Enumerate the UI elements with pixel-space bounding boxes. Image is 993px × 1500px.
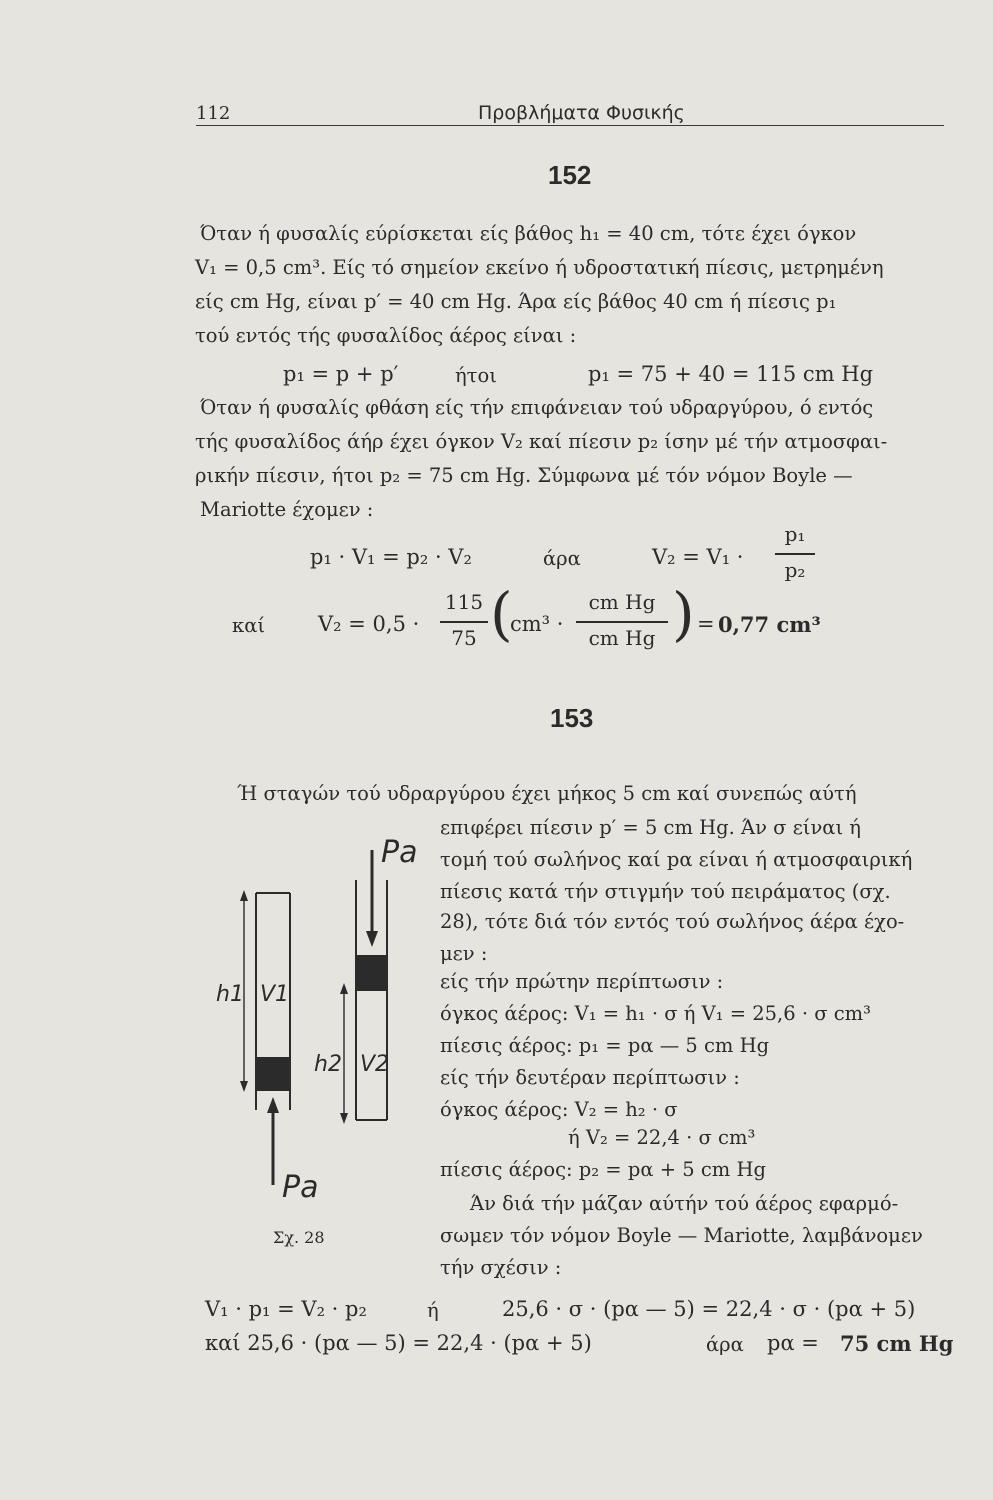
final-eq1-right: 25,6 · σ · (pα — 5) = 22,4 · σ · (pα + 5) <box>502 1297 916 1321</box>
eq3-unit-numerator: cm Hg <box>588 590 656 614</box>
eq2-fraction-bar <box>775 553 815 555</box>
final-eq1-left: V₁ · p₁ = V₂ · p₂ <box>205 1297 367 1321</box>
eq3-lhs: V₂ = 0,5 · <box>318 612 420 636</box>
p153-line-6: είς τήν πρώτην περίπτωσιν : <box>440 970 724 993</box>
p152-line-1: Όταν ή φυσαλίς εύρίσκεται είς βάθος h₁ = 40 cm, τότε έχει όγκον <box>200 222 857 245</box>
p153-line-5: μεν : <box>440 942 488 965</box>
p152-line-2: V₁ = 0,5 cm³. Είς τό σημείον εκείνο ή υδροστατική πίεσις, μετρημένη <box>195 256 884 279</box>
final-result: 75 cm Hg <box>840 1331 954 1356</box>
eq3-equals: = <box>697 612 715 636</box>
p153-line-3: πίεσις κατά τήν στιγμήν τού πειράματος (σχ. <box>440 880 891 903</box>
p153-line-11: ή V₂ = 22,4 · σ cm³ <box>568 1126 756 1149</box>
p153-line-12: πίεσις άέρος: p₂ = pα + 5 cm Hg <box>440 1158 766 1181</box>
eq2-right: V₂ = V₁ · <box>652 545 744 569</box>
eq3-unit-fraction-bar <box>576 621 668 623</box>
p153-line-7: όγκος άέρος: V₁ = h₁ · σ ή V₁ = 25,6 · σ cm³ <box>440 1002 871 1025</box>
header-rule <box>196 125 944 126</box>
mercury-drop-2 <box>357 955 386 991</box>
eq3-left-paren: ( <box>490 580 513 648</box>
p153-line-9: είς τήν δευτέραν περίπτωσιν : <box>440 1066 740 1089</box>
p152-line-4: τού εντός τής φυσαλίδος άέρος είναι : <box>195 324 577 347</box>
fig-label-v2: V2 <box>360 1052 390 1077</box>
p153-line-4: 28), τότε διά τόν εντός τού σωλήνος άέρα έχο- <box>440 910 905 933</box>
eq3-kai: καί <box>232 614 266 637</box>
final-eq2-right: pα = <box>767 1331 819 1355</box>
pa-bottom-arrowhead <box>267 1097 279 1113</box>
h1-arrow-down <box>240 1081 248 1092</box>
eq3-unit-denominator: cm Hg <box>588 626 656 650</box>
p152-line-6: τής φυσαλίδος άήρ έχει όγκον V₂ καί πίεσιν p₂ ίσην μέ τήν ατμοσφαι- <box>195 430 888 453</box>
eq2-numerator: p₁ <box>784 522 806 546</box>
mercury-drop-1 <box>257 1057 289 1091</box>
pa-top-arrowhead <box>366 931 378 947</box>
h2-arrow-down <box>340 1113 348 1124</box>
p153-intro: Ή σταγών τού υδραργύρου έχει μήκος 5 cm καί συνεπώς αύτή <box>237 782 857 805</box>
eq3-result: 0,77 cm³ <box>718 612 821 637</box>
eq3-fraction-bar <box>440 621 488 623</box>
p152-line-8: Mariotte έχομεν : <box>200 498 374 521</box>
running-title: Προβλήματα Φυσικής <box>478 102 685 124</box>
p153-line-15: τήν σχέσιν : <box>440 1256 562 1279</box>
p153-line-13: Άν διά τήν μάζαν αύτήν τού άέρος εφαρμό- <box>470 1192 899 1215</box>
eq3-numerator: 115 <box>444 590 484 614</box>
h1-arrow-up <box>240 890 248 901</box>
page-number: 112 <box>196 103 231 124</box>
fig-label-h1: h1 <box>216 982 244 1007</box>
p153-line-10: όγκος άέρος: V₂ = h₂ · σ <box>440 1098 678 1121</box>
p152-line-5: Όταν ή φυσαλίς φθάση είς τήν επιφάνειαν τού υδραργύρου, ό εντός <box>200 396 874 419</box>
final-eq1-word: ή <box>427 1299 439 1322</box>
p153-line-2: τομή τού σωλήνος καί pα είναι ή ατμοσφαιρική <box>440 848 913 871</box>
p153-line-1: επιφέρει πίεσιν p′ = 5 cm Hg. Άν σ είναι ή <box>440 816 861 839</box>
eq1-right: p₁ = 75 + 40 = 115 cm Hg <box>588 362 874 386</box>
p152-line-7: ρικήν πίεσιν, ήτοι p₂ = 75 cm Hg. Σύμφωνα μέ τόν νόμον Boyle — <box>195 464 853 487</box>
eq3-unit1: cm³ · <box>510 612 564 636</box>
fig-label-pa-bottom: Pa <box>282 1170 319 1205</box>
eq2-left: p₁ · V₁ = p₂ · V₂ <box>310 545 472 569</box>
figure-caption: Σχ. 28 <box>273 1228 325 1247</box>
final-eq2-word: άρα <box>706 1333 744 1356</box>
fig-label-pa-top: Pa <box>381 835 418 870</box>
p153-line-14: σωμεν τόν νόμον Boyle — Mariotte, λαμβάνομεν <box>440 1224 923 1247</box>
eq1-left: p₁ = p + p′ <box>283 362 399 386</box>
fig-label-h2: h2 <box>314 1052 342 1077</box>
eq3-denominator: 75 <box>451 626 477 650</box>
eq2-denominator: p₂ <box>784 558 806 582</box>
h2-arrow-up <box>340 983 348 994</box>
eq1-word: ήτοι <box>455 364 497 387</box>
p152-line-3: είς cm Hg, είναι p′ = 40 cm Hg. Άρα είς βάθος 40 cm ή πίεσις p₁ <box>195 290 837 313</box>
final-eq2-left: καί 25,6 · (pα — 5) = 22,4 · (pα + 5) <box>205 1331 592 1355</box>
problem-153-number: 153 <box>550 703 594 733</box>
p153-line-8: πίεσις άέρος: p₁ = pα — 5 cm Hg <box>440 1034 770 1057</box>
eq2-word: άρα <box>543 547 581 570</box>
fig-label-v1: V1 <box>260 982 290 1007</box>
problem-152-number: 152 <box>548 160 592 190</box>
eq3-right-paren: ) <box>672 580 695 648</box>
figure-28 <box>196 835 416 1215</box>
